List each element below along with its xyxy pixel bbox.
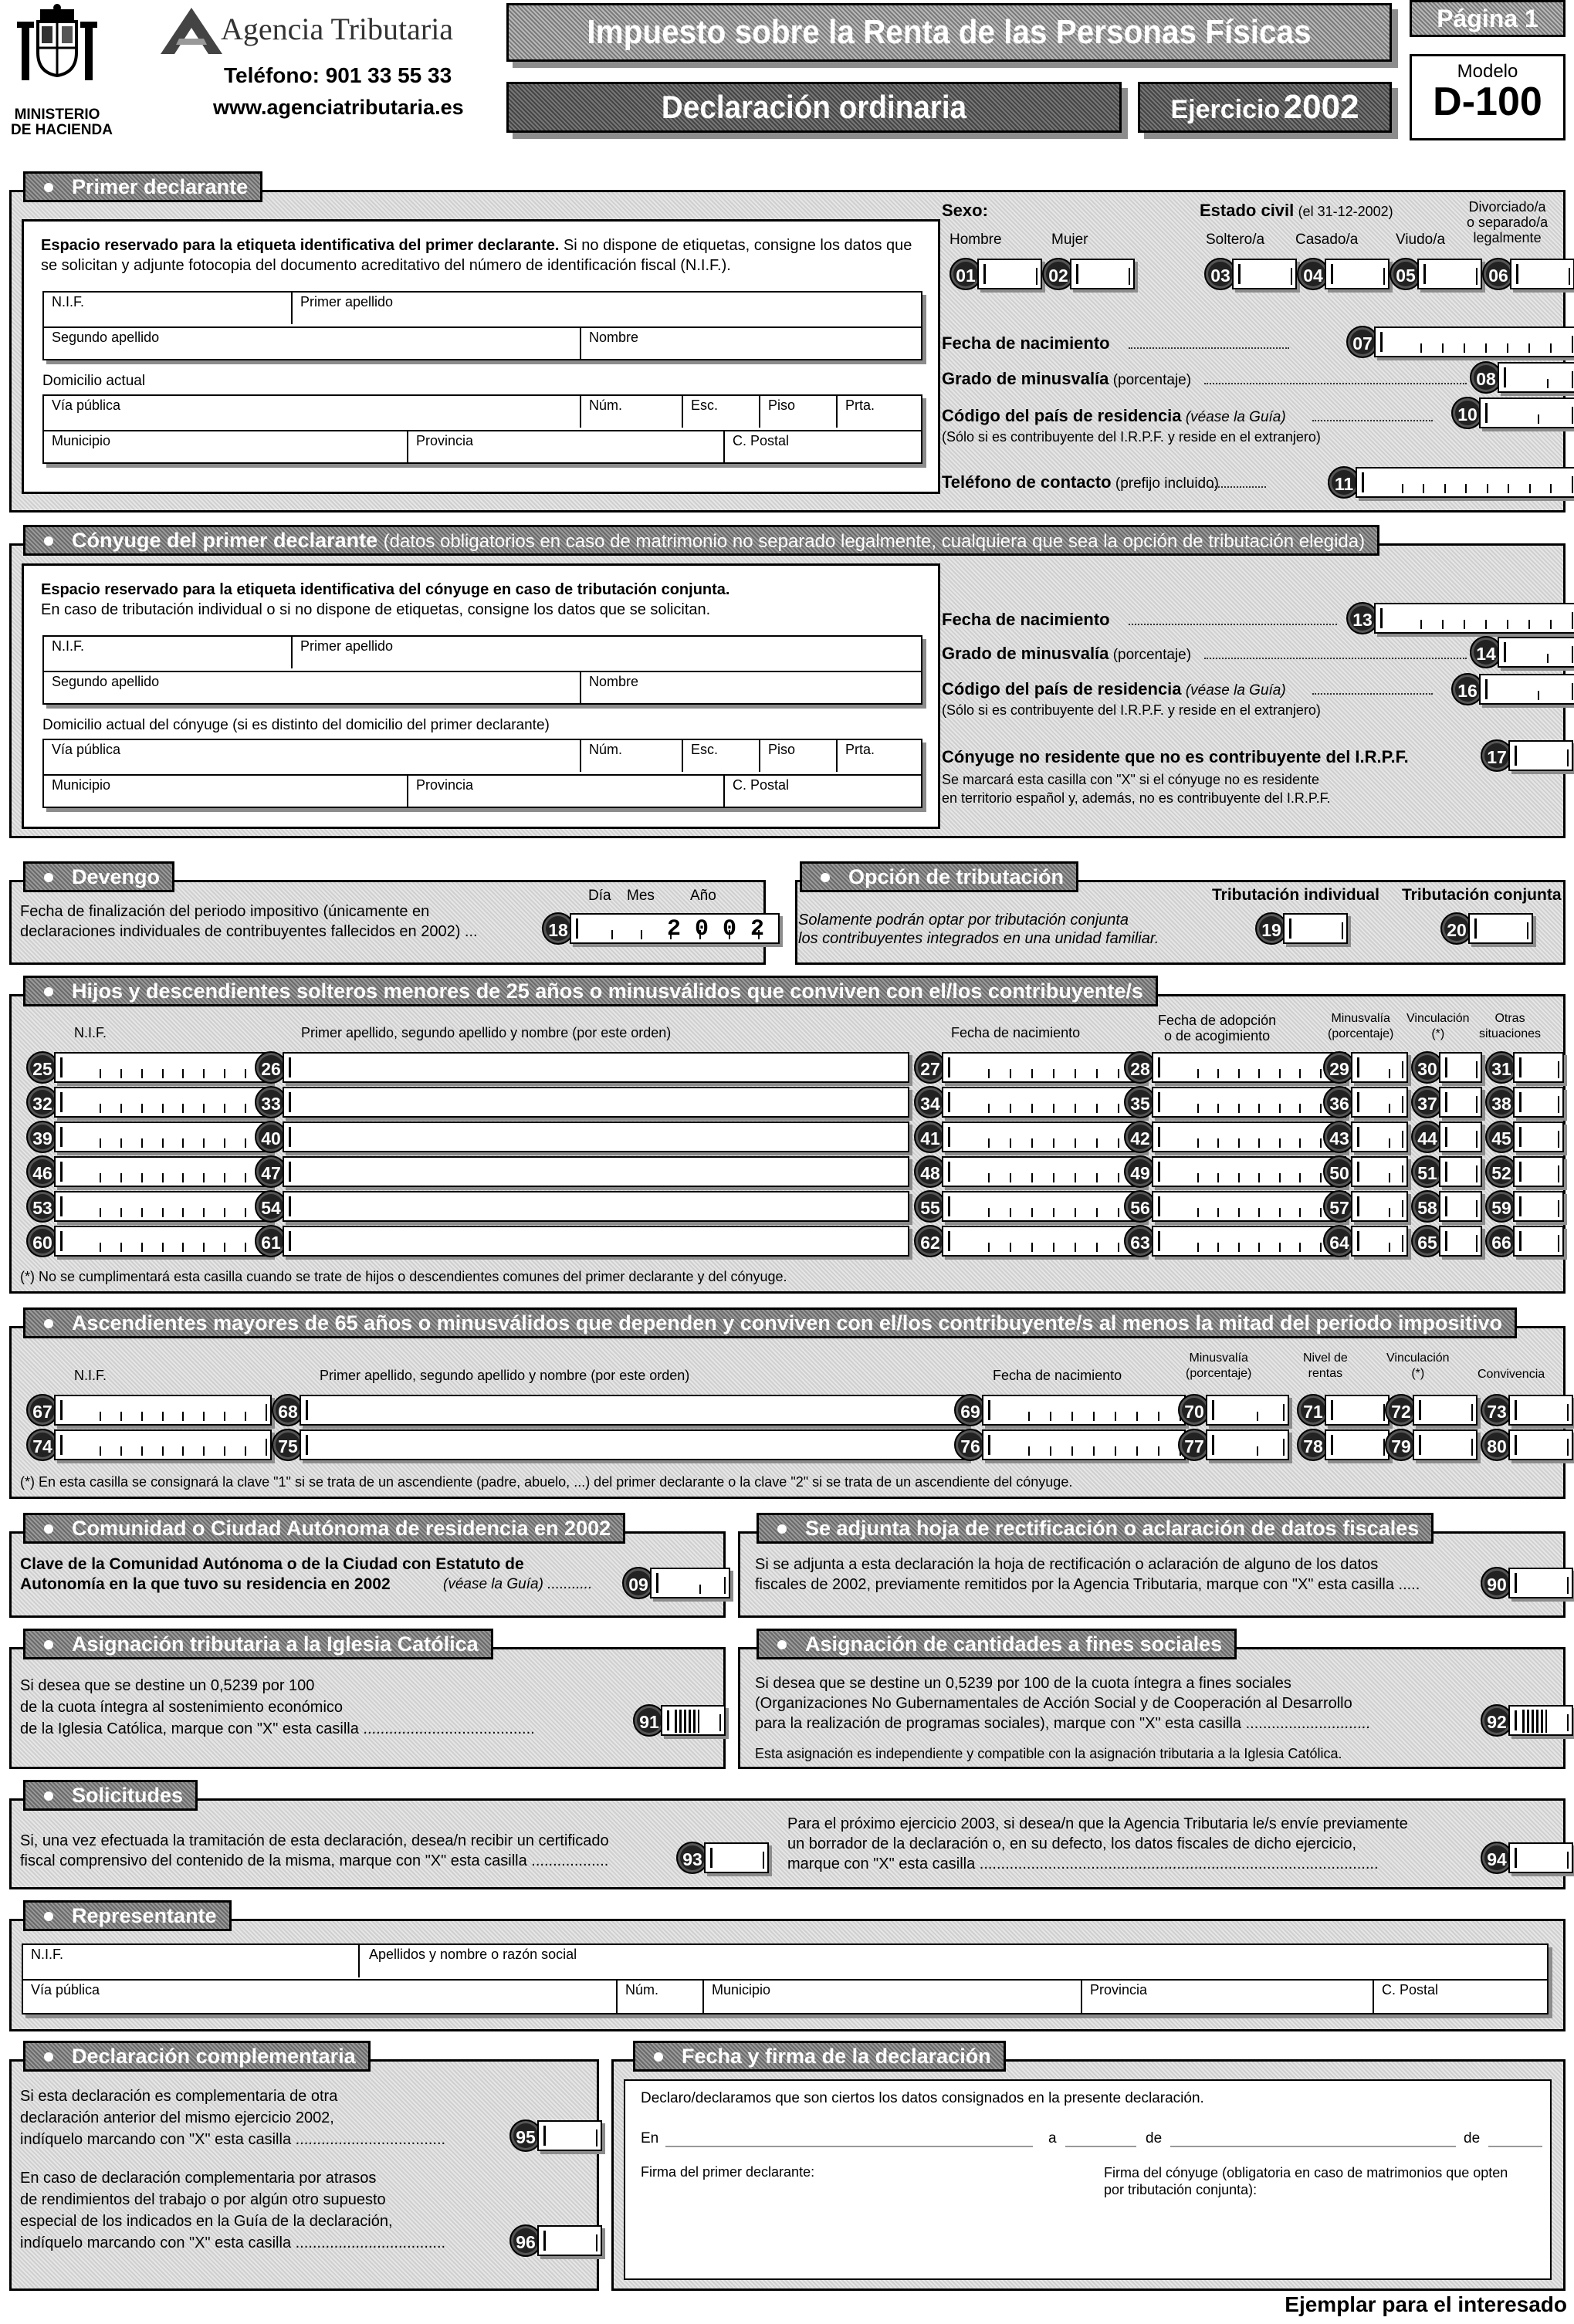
modelo-box bbox=[1410, 54, 1566, 140]
casilla-34-number: 34 bbox=[914, 1086, 946, 1118]
primer-domicilio-field[interactable]: Vía pública Núm. Esc. Piso Prta. Municipio Provincia C. Postal bbox=[42, 394, 922, 464]
casilla-44-number: 44 bbox=[1411, 1121, 1444, 1153]
casilla-73-input[interactable] bbox=[1508, 1395, 1573, 1426]
casilla-94-input[interactable] bbox=[1508, 1842, 1573, 1873]
representante-field[interactable]: N.I.F. Apellidos y nombre o razón social Vía pública Núm. Municipio Provincia C. Postal bbox=[22, 1943, 1549, 2014]
casilla-96-number: 96 bbox=[509, 2224, 542, 2257]
casilla-55-number: 55 bbox=[914, 1190, 946, 1223]
casilla-64-input[interactable] bbox=[1351, 1226, 1408, 1257]
casilla-27-number: 27 bbox=[914, 1051, 946, 1084]
casilla-76-input[interactable] bbox=[982, 1429, 1186, 1460]
casilla-39-input[interactable] bbox=[54, 1121, 272, 1152]
casilla-57-input[interactable] bbox=[1351, 1191, 1408, 1222]
casilla-71-input[interactable] bbox=[1325, 1395, 1390, 1426]
casilla-63-input[interactable] bbox=[1152, 1226, 1346, 1257]
casilla-79-number: 79 bbox=[1385, 1429, 1417, 1461]
casilla-38-input[interactable] bbox=[1513, 1087, 1564, 1118]
casilla-04-input[interactable] bbox=[1325, 259, 1390, 289]
ejercicio-label: Ejercicio bbox=[1170, 95, 1281, 124]
modelo-code: D-100 bbox=[1433, 79, 1542, 124]
casilla-14-input[interactable] bbox=[1498, 637, 1574, 668]
casilla-56-input[interactable] bbox=[1152, 1191, 1346, 1222]
casilla-42-input[interactable] bbox=[1152, 1121, 1346, 1152]
casilla-60-input[interactable] bbox=[54, 1226, 272, 1257]
form-subtitle: Declaración ordinaria bbox=[506, 82, 1122, 133]
casilla-58-input[interactable] bbox=[1439, 1191, 1482, 1222]
casilla-08-input[interactable] bbox=[1498, 362, 1574, 393]
casilla-65-number: 65 bbox=[1411, 1225, 1444, 1257]
casilla-67-input[interactable] bbox=[54, 1395, 272, 1426]
casilla-68-input[interactable] bbox=[300, 1395, 968, 1426]
footer-text: Ejemplar para el interesado bbox=[1285, 2292, 1567, 2316]
casilla-66-input[interactable] bbox=[1513, 1226, 1564, 1257]
casilla-78-number: 78 bbox=[1297, 1429, 1329, 1461]
casilla-58-number: 58 bbox=[1411, 1190, 1444, 1223]
casilla-04-number: 04 bbox=[1297, 258, 1329, 290]
casilla-77-number: 77 bbox=[1178, 1429, 1210, 1461]
casilla-78-input[interactable] bbox=[1325, 1429, 1390, 1460]
casilla-18-number: 18 bbox=[542, 912, 574, 945]
casilla-07-number: 07 bbox=[1346, 326, 1379, 358]
casilla-54-number: 54 bbox=[255, 1190, 287, 1223]
casilla-03-number: 03 bbox=[1204, 258, 1237, 290]
casilla-05-number: 05 bbox=[1390, 258, 1422, 290]
casilla-47-number: 47 bbox=[255, 1155, 287, 1188]
casilla-31-number: 31 bbox=[1485, 1051, 1518, 1084]
agency-name: Agencia Tributaria bbox=[221, 12, 454, 46]
casilla-71-number: 71 bbox=[1297, 1394, 1329, 1426]
casilla-59-input[interactable] bbox=[1513, 1191, 1564, 1222]
casilla-49-number: 49 bbox=[1124, 1155, 1156, 1188]
casilla-14-number: 14 bbox=[1470, 636, 1502, 668]
casilla-76-number: 76 bbox=[954, 1429, 987, 1461]
casilla-08-number: 08 bbox=[1470, 361, 1502, 394]
casilla-26-number: 26 bbox=[255, 1051, 287, 1084]
casilla-17-number: 17 bbox=[1481, 739, 1513, 772]
ejercicio-box bbox=[1138, 82, 1392, 133]
casilla-90-input[interactable] bbox=[1508, 1568, 1573, 1598]
casilla-30-input[interactable] bbox=[1439, 1052, 1482, 1083]
casilla-18-input[interactable] bbox=[570, 913, 780, 944]
casilla-28-number: 28 bbox=[1124, 1051, 1156, 1084]
casilla-19-number: 19 bbox=[1255, 912, 1288, 945]
casilla-19-input[interactable] bbox=[1283, 913, 1348, 944]
conyuge-domicilio-field[interactable]: Vía pública Núm. Esc. Piso Prta. Municipio Provincia C. Postal bbox=[42, 739, 922, 808]
casilla-54-input[interactable] bbox=[283, 1191, 909, 1222]
comunidad-title: Comunidad o Ciudad Autónoma de residencia en 2002 bbox=[23, 1513, 625, 1544]
agency-phone: Teléfono: 901 33 55 33 bbox=[224, 63, 452, 87]
casilla-94-number: 94 bbox=[1481, 1842, 1513, 1874]
casilla-53-input[interactable] bbox=[54, 1191, 272, 1222]
casilla-11-input[interactable] bbox=[1356, 467, 1574, 498]
casilla-90-number: 90 bbox=[1481, 1567, 1513, 1599]
casilla-28-input[interactable] bbox=[1152, 1052, 1346, 1083]
casilla-03-input[interactable] bbox=[1232, 259, 1297, 289]
casilla-68-number: 68 bbox=[272, 1394, 304, 1426]
casilla-42-number: 42 bbox=[1124, 1121, 1156, 1153]
casilla-43-number: 43 bbox=[1323, 1121, 1356, 1153]
casilla-27-input[interactable] bbox=[942, 1052, 1146, 1083]
hijos-title: Hijos y descendientes solteros menores de 25 años o minusválidos que conviven con el/los contribuyente/s bbox=[23, 976, 1158, 1006]
casilla-91-input[interactable] bbox=[661, 1705, 726, 1736]
casilla-13-number: 13 bbox=[1346, 602, 1379, 634]
casilla-50-input[interactable] bbox=[1351, 1156, 1408, 1187]
casilla-73-number: 73 bbox=[1481, 1394, 1513, 1426]
casilla-05-input[interactable] bbox=[1417, 259, 1482, 289]
casilla-25-number: 25 bbox=[26, 1051, 59, 1084]
casilla-92-input[interactable] bbox=[1508, 1705, 1573, 1736]
casilla-36-input[interactable] bbox=[1351, 1087, 1408, 1118]
modelo-label: Modelo bbox=[1457, 61, 1518, 82]
conyuge-title: Cónyuge del primer declarante (datos obligatorios en caso de matrimonio no separado legalmente, cualquiera que sea la opción de tributación elegida) bbox=[23, 525, 1379, 556]
conyuge-nif-field[interactable]: N.I.F. Primer apellido Segundo apellido Nombre bbox=[42, 635, 922, 705]
casilla-06-number: 06 bbox=[1482, 258, 1515, 290]
opcion-title: Opción de tributación bbox=[800, 861, 1078, 892]
casilla-79-input[interactable] bbox=[1413, 1429, 1478, 1460]
casilla-93-number: 93 bbox=[676, 1842, 709, 1874]
casilla-74-number: 74 bbox=[26, 1429, 59, 1461]
casilla-69-input[interactable] bbox=[982, 1395, 1186, 1426]
casilla-02-input[interactable] bbox=[1070, 259, 1135, 289]
casilla-43-input[interactable] bbox=[1351, 1121, 1408, 1152]
casilla-09-number: 09 bbox=[622, 1567, 655, 1599]
casilla-55-input[interactable] bbox=[942, 1191, 1146, 1222]
casilla-75-input[interactable] bbox=[300, 1429, 968, 1460]
casilla-72-number: 72 bbox=[1385, 1394, 1417, 1426]
agency-logo-icon bbox=[161, 8, 222, 57]
casilla-11-number: 11 bbox=[1328, 466, 1360, 499]
casilla-59-number: 59 bbox=[1485, 1190, 1518, 1223]
casilla-26-input[interactable] bbox=[283, 1052, 909, 1083]
primer-declarante-title: Primer declarante bbox=[23, 171, 262, 202]
casilla-16-number: 16 bbox=[1451, 673, 1484, 705]
agency-web: www.agenciatributaria.es bbox=[213, 96, 464, 119]
casilla-65-input[interactable] bbox=[1439, 1226, 1482, 1257]
devengo-year: 2 0 0 2 bbox=[667, 916, 765, 942]
fines-title: Asignación de cantidades a fines sociales bbox=[757, 1629, 1237, 1659]
casilla-64-number: 64 bbox=[1323, 1225, 1356, 1257]
ministry-logo bbox=[11, 3, 113, 138]
casilla-92-number: 92 bbox=[1481, 1704, 1513, 1737]
primer-nif-field[interactable]: N.I.F. Primer apellido Segundo apellido Nombre bbox=[42, 291, 922, 360]
casilla-80-input[interactable] bbox=[1508, 1429, 1573, 1460]
casilla-01-number: 01 bbox=[949, 258, 982, 290]
casilla-62-number: 62 bbox=[914, 1225, 946, 1257]
page-number: Página 1 bbox=[1410, 0, 1566, 37]
casilla-91-number: 91 bbox=[633, 1704, 665, 1737]
form-title: Impuesto sobre la Renta de las Personas Físicas bbox=[506, 3, 1392, 62]
casilla-47-input[interactable] bbox=[283, 1156, 909, 1187]
casilla-32-number: 32 bbox=[26, 1086, 59, 1118]
casilla-70-input[interactable] bbox=[1206, 1395, 1289, 1426]
casilla-80-number: 80 bbox=[1481, 1429, 1513, 1461]
ascend-title: Ascendientes mayores de 65 años o minusválidos que dependen y conviven con el/los contribuyente/s al menos la mitad del periodo impositivo bbox=[23, 1307, 1517, 1338]
agency-block bbox=[154, 3, 486, 139]
casilla-46-number: 46 bbox=[26, 1155, 59, 1188]
solicitudes-title: Solicitudes bbox=[23, 1780, 198, 1811]
casilla-37-number: 37 bbox=[1411, 1086, 1444, 1118]
casilla-95-number: 95 bbox=[509, 2119, 542, 2152]
cross-mark-icon bbox=[675, 1710, 699, 1733]
casilla-20-number: 20 bbox=[1440, 912, 1473, 945]
casilla-66-number: 66 bbox=[1485, 1225, 1518, 1257]
casilla-45-input[interactable] bbox=[1513, 1121, 1564, 1152]
conyuge-etiqueta-area: Espacio reservado para la etiqueta identificativa del cónyuge en caso de tributación conjunta. En caso de tributación individual o si no dispone de etiquetas, consigne los datos que se solicitan. N.I.F. Primer apellido Segundo apellido Nombre Domicilio actual del cónyuge (si es distinto del domicilio del primer declarante) Vía pública Núm. Esc. Piso Prta. Municipio Provincia C. Postal bbox=[22, 563, 940, 829]
casilla-41-input[interactable] bbox=[942, 1121, 1146, 1152]
casilla-07-input[interactable] bbox=[1374, 326, 1574, 357]
devengo-title: Devengo bbox=[23, 861, 174, 892]
casilla-95-input[interactable] bbox=[537, 2120, 602, 2151]
casilla-38-number: 38 bbox=[1485, 1086, 1518, 1118]
casilla-10-input[interactable] bbox=[1479, 397, 1574, 428]
casilla-50-number: 50 bbox=[1323, 1155, 1356, 1188]
casilla-52-input[interactable] bbox=[1513, 1156, 1564, 1187]
casilla-67-number: 67 bbox=[26, 1394, 59, 1426]
casilla-36-number: 36 bbox=[1323, 1086, 1356, 1118]
casilla-35-number: 35 bbox=[1124, 1086, 1156, 1118]
casilla-32-input[interactable] bbox=[54, 1087, 272, 1118]
casilla-48-input[interactable] bbox=[942, 1156, 1146, 1187]
casilla-33-number: 33 bbox=[255, 1086, 287, 1118]
casilla-61-number: 61 bbox=[255, 1225, 287, 1257]
casilla-49-input[interactable] bbox=[1152, 1156, 1346, 1187]
casilla-34-input[interactable] bbox=[942, 1087, 1146, 1118]
casilla-33-input[interactable] bbox=[283, 1087, 909, 1118]
casilla-93-input[interactable] bbox=[704, 1842, 769, 1873]
casilla-17-input[interactable] bbox=[1508, 740, 1573, 771]
complementaria-title: Declaración complementaria bbox=[23, 2041, 371, 2072]
rectif-title: Se adjunta hoja de rectificación o aclaración de datos fiscales bbox=[757, 1513, 1434, 1544]
casilla-20-input[interactable] bbox=[1468, 913, 1533, 944]
casilla-53-number: 53 bbox=[26, 1190, 59, 1223]
casilla-61-input[interactable] bbox=[283, 1226, 909, 1257]
iglesia-title: Asignación tributaria a la Iglesia Católica bbox=[23, 1629, 493, 1659]
casilla-69-number: 69 bbox=[954, 1394, 987, 1426]
casilla-46-input[interactable] bbox=[54, 1156, 272, 1187]
casilla-06-input[interactable] bbox=[1510, 259, 1574, 289]
casilla-51-number: 51 bbox=[1411, 1155, 1444, 1188]
casilla-56-number: 56 bbox=[1124, 1190, 1156, 1223]
casilla-63-number: 63 bbox=[1124, 1225, 1156, 1257]
casilla-01-input[interactable] bbox=[977, 259, 1042, 289]
casilla-13-input[interactable] bbox=[1374, 603, 1574, 634]
casilla-16-input[interactable] bbox=[1479, 674, 1574, 705]
casilla-52-number: 52 bbox=[1485, 1155, 1518, 1188]
primer-etiqueta-area: Espacio reservado para la etiqueta identificativa del primer declarante. Si no dispone de etiquetas, consigne los datos que se solicitan y adjunte fotocopia del documento acreditativo del número de identificación fiscal (N.I.F.). N.I.F. Primer apellido Segundo apellido Nombre Domicilio actual Vía pública Núm. Esc. Piso Prta. Municipio Provincia C. Postal bbox=[22, 219, 940, 494]
casilla-45-number: 45 bbox=[1485, 1121, 1518, 1153]
casilla-29-number: 29 bbox=[1323, 1051, 1356, 1084]
casilla-77-input[interactable] bbox=[1206, 1429, 1289, 1460]
casilla-57-number: 57 bbox=[1323, 1190, 1356, 1223]
casilla-09-input[interactable] bbox=[650, 1568, 730, 1598]
casilla-48-number: 48 bbox=[914, 1155, 946, 1188]
casilla-39-number: 39 bbox=[26, 1121, 59, 1153]
casilla-35-input[interactable] bbox=[1152, 1087, 1346, 1118]
casilla-75-number: 75 bbox=[272, 1429, 304, 1461]
firma-area[interactable]: Declaro/declaramos que son ciertos los datos consignados en la presente declaración. En a de de Firma del primer declarante: Firma del cónyuge (obligatoria en caso de matrimonios que opten por tributación conjunta): bbox=[624, 2079, 1552, 2280]
casilla-02-number: 02 bbox=[1042, 258, 1075, 290]
casilla-62-input[interactable] bbox=[942, 1226, 1146, 1257]
casilla-70-number: 70 bbox=[1178, 1394, 1210, 1426]
casilla-44-input[interactable] bbox=[1439, 1121, 1482, 1152]
firma-title: Fecha y firma de la declaración bbox=[633, 2041, 1006, 2072]
casilla-41-number: 41 bbox=[914, 1121, 946, 1153]
casilla-31-input[interactable] bbox=[1513, 1052, 1564, 1083]
casilla-40-input[interactable] bbox=[283, 1121, 909, 1152]
casilla-40-number: 40 bbox=[255, 1121, 287, 1153]
representante-title: Representante bbox=[23, 1900, 232, 1931]
casilla-30-number: 30 bbox=[1411, 1051, 1444, 1084]
casilla-60-number: 60 bbox=[26, 1225, 59, 1257]
ministry-name: MINISTERIO DE HACIENDA bbox=[11, 107, 113, 138]
coat-of-arms-icon bbox=[11, 3, 103, 96]
cross-mark-icon bbox=[1522, 1710, 1547, 1733]
casilla-10-number: 10 bbox=[1451, 397, 1484, 429]
casilla-74-input[interactable] bbox=[54, 1429, 272, 1460]
casilla-25-input[interactable] bbox=[54, 1052, 272, 1083]
casilla-72-input[interactable] bbox=[1413, 1395, 1478, 1426]
casilla-51-input[interactable] bbox=[1439, 1156, 1482, 1187]
casilla-37-input[interactable] bbox=[1439, 1087, 1482, 1118]
ejercicio-year: 2002 bbox=[1283, 88, 1359, 126]
casilla-96-input[interactable] bbox=[537, 2225, 602, 2256]
casilla-29-input[interactable] bbox=[1351, 1052, 1408, 1083]
